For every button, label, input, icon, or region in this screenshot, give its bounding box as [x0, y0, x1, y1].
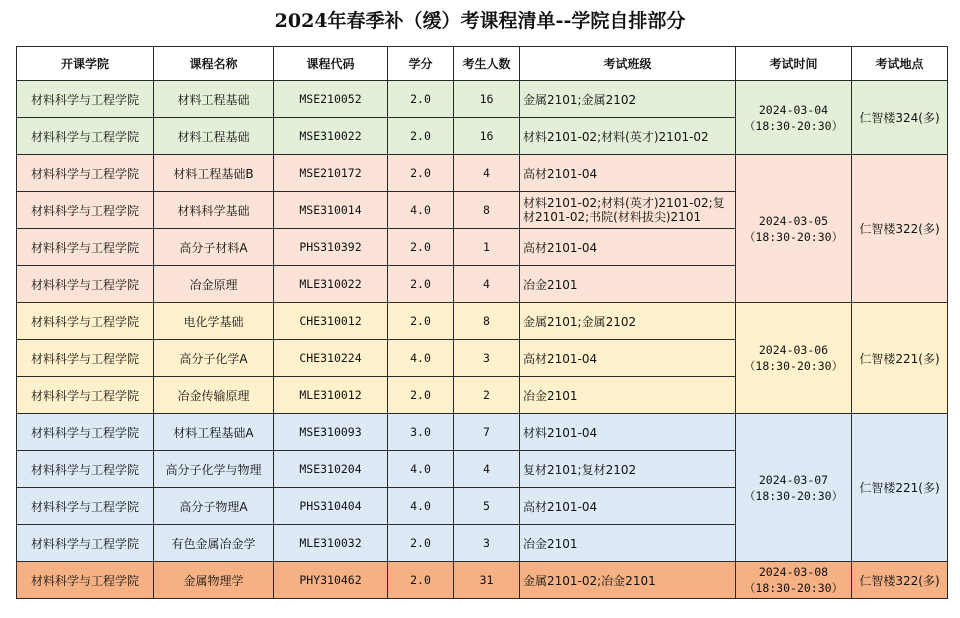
exam-hours: （18:30-20:30）: [743, 359, 844, 373]
cell-course: 金属物理学: [154, 562, 274, 599]
cell-course: 材料工程基础B: [154, 155, 274, 192]
table-row: [17, 414, 948, 451]
cell-college: 材料科学与工程学院: [17, 377, 154, 414]
cell-code: PHY310462: [274, 562, 388, 599]
cell-classes: 材料2101-02;材料(英才)2101-02;复材2101-02;书院(材料拔尖)2101: [520, 192, 736, 229]
cell-course: 材料工程基础A: [154, 414, 274, 451]
cell-credit: 4.0: [388, 451, 454, 488]
cell-code: PHS310404: [274, 488, 388, 525]
table-row: [17, 562, 948, 599]
cell-code: CHE310012: [274, 303, 388, 340]
exam-date: 2024-03-05: [758, 213, 829, 228]
cell-course: 高分子物理A: [154, 488, 274, 525]
cell-college: 材料科学与工程学院: [17, 155, 154, 192]
cell-exam-time: [736, 562, 852, 599]
cell-credit: 4.0: [388, 488, 454, 525]
cell-code: CHE310224: [274, 340, 388, 377]
header-course-code: 课程代码: [274, 47, 388, 81]
cell-exam-time: [736, 303, 852, 414]
cell-exam-time: [736, 155, 852, 303]
cell-course: 材料科学基础: [154, 192, 274, 229]
cell-exam-place: 仁智楼324(多): [852, 81, 948, 155]
cell-code: MSE310014: [274, 192, 388, 229]
exam-hours: （18:30-20:30）: [743, 581, 844, 595]
exam-hours: （18:30-20:30）: [743, 118, 844, 133]
cell-code: MSE310204: [274, 451, 388, 488]
cell-credit: 2.0: [388, 266, 454, 303]
cell-classes: 材料2101-04: [520, 414, 736, 451]
cell-classes: 金属2101;金属2102: [520, 81, 736, 118]
table-row: [17, 303, 948, 340]
cell-count: 8: [454, 303, 520, 340]
cell-exam-time: [736, 414, 852, 562]
cell-count: 4: [454, 451, 520, 488]
header-exam-place: 考试地点: [852, 47, 948, 81]
cell-count: 16: [454, 81, 520, 118]
cell-course: 高分子化学A: [154, 340, 274, 377]
header-course-name: 课程名称: [154, 47, 274, 81]
cell-course: 有色金属冶金学: [154, 525, 274, 562]
cell-college: 材料科学与工程学院: [17, 340, 154, 377]
cell-course: 材料工程基础: [154, 118, 274, 155]
cell-credit: 4.0: [388, 192, 454, 229]
cell-exam-place: 仁智楼322(多): [852, 562, 948, 599]
cell-code: MSE310093: [274, 414, 388, 451]
cell-credit: 4.0: [388, 340, 454, 377]
cell-credit: 2.0: [388, 118, 454, 155]
cell-credit: 2.0: [388, 562, 454, 599]
cell-count: 1: [454, 229, 520, 266]
cell-exam-place: 仁智楼322(多): [852, 155, 948, 303]
cell-classes: 复材2101;复材2102: [520, 451, 736, 488]
exam-date: 2024-03-04: [758, 102, 829, 117]
cell-college: 材料科学与工程学院: [17, 118, 154, 155]
cell-college: 材料科学与工程学院: [17, 451, 154, 488]
cell-count: 3: [454, 525, 520, 562]
cell-code: MLE310032: [274, 525, 388, 562]
header-credit: 学分: [388, 47, 454, 81]
cell-classes: 高材2101-04: [520, 340, 736, 377]
cell-code: MLE310012: [274, 377, 388, 414]
table-row: [17, 81, 948, 118]
cell-classes: 冶金2101: [520, 266, 736, 303]
cell-count: 31: [454, 562, 520, 599]
header-exam-classes: 考试班级: [520, 47, 736, 81]
cell-credit: 2.0: [388, 81, 454, 118]
cell-college: 材料科学与工程学院: [17, 525, 154, 562]
cell-credit: 2.0: [388, 303, 454, 340]
cell-college: 材料科学与工程学院: [17, 266, 154, 303]
cell-course: 电化学基础: [154, 303, 274, 340]
cell-college: 材料科学与工程学院: [17, 562, 154, 599]
cell-count: 5: [454, 488, 520, 525]
cell-credit: 2.0: [388, 377, 454, 414]
cell-college: 材料科学与工程学院: [17, 229, 154, 266]
exam-date: 2024-03-07: [758, 472, 829, 487]
cell-college: 材料科学与工程学院: [17, 414, 154, 451]
cell-count: 8: [454, 192, 520, 229]
cell-college: 材料科学与工程学院: [17, 81, 154, 118]
cell-credit: 2.0: [388, 155, 454, 192]
exam-hours: （18:30-20:30）: [743, 229, 844, 244]
cell-code: PHS310392: [274, 229, 388, 266]
cell-credit: 3.0: [388, 414, 454, 451]
header-row: [17, 47, 948, 81]
header-exam-time: 考试时间: [736, 47, 852, 81]
cell-classes: 高材2101-04: [520, 155, 736, 192]
cell-count: 2: [454, 377, 520, 414]
cell-classes: 金属2101;金属2102: [520, 303, 736, 340]
cell-classes: 高材2101-04: [520, 229, 736, 266]
cell-classes: 冶金2101: [520, 377, 736, 414]
cell-course: 冶金传输原理: [154, 377, 274, 414]
cell-exam-place: 仁智楼221(多): [852, 414, 948, 562]
cell-count: 7: [454, 414, 520, 451]
cell-count: 4: [454, 155, 520, 192]
exam-schedule-table: [16, 46, 948, 599]
header-student-count: 考生人数: [454, 47, 520, 81]
cell-course: 冶金原理: [154, 266, 274, 303]
cell-count: 3: [454, 340, 520, 377]
cell-count: 16: [454, 118, 520, 155]
cell-code: MSE310022: [274, 118, 388, 155]
cell-classes: 冶金2101: [520, 525, 736, 562]
cell-credit: 2.0: [388, 525, 454, 562]
cell-exam-time: [736, 81, 852, 155]
cell-code: MSE210052: [274, 81, 388, 118]
cell-code: MSE210172: [274, 155, 388, 192]
cell-college: 材料科学与工程学院: [17, 303, 154, 340]
exam-hours: （18:30-20:30）: [743, 488, 844, 503]
exam-date: 2024-03-08: [758, 565, 829, 579]
cell-classes: 高材2101-04: [520, 488, 736, 525]
cell-exam-place: 仁智楼221(多): [852, 303, 948, 414]
exam-date: 2024-03-06: [758, 343, 829, 357]
cell-course: 高分子材料A: [154, 229, 274, 266]
cell-classes: 金属2101-02;冶金2101: [520, 562, 736, 599]
cell-classes: 材料2101-02;材料(英才)2101-02: [520, 118, 736, 155]
cell-course: 高分子化学与物理: [154, 451, 274, 488]
header-college: 开课学院: [17, 47, 154, 81]
cell-college: 材料科学与工程学院: [17, 192, 154, 229]
cell-count: 4: [454, 266, 520, 303]
cell-credit: 2.0: [388, 229, 454, 266]
cell-course: 材料工程基础: [154, 81, 274, 118]
page-title: 2024年春季补（缓）考课程清单--学院自排部分: [274, 10, 686, 32]
table-row: [17, 155, 948, 192]
cell-code: MLE310022: [274, 266, 388, 303]
cell-college: 材料科学与工程学院: [17, 488, 154, 525]
